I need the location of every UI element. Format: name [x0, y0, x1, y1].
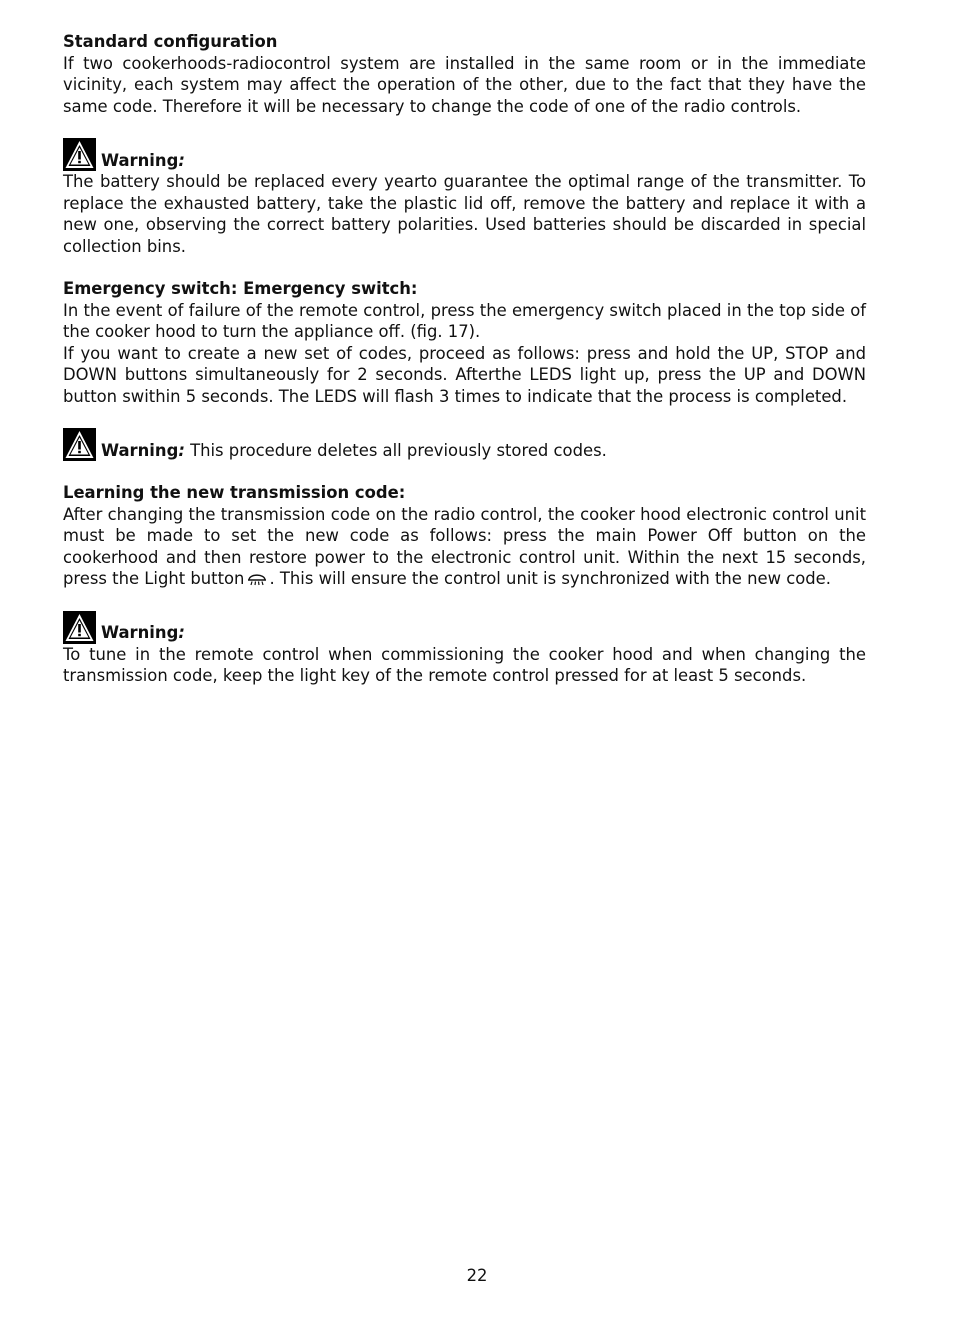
- warning-3-label: Warning: [101, 623, 179, 642]
- warning-triangle-icon: [63, 138, 96, 171]
- warning-2-label: Warning: [101, 440, 179, 460]
- warning-3-colon: :: [178, 623, 185, 642]
- warning-triangle-icon: [63, 428, 96, 461]
- warning-1-label: Warning: [101, 150, 179, 170]
- emergency-switch-text-2: If you want to create a new set of codes, proceed as follows: press and hold the UP, STOP and DOWN buttons simultaneously for 2 seconds. Afterthe LEDS light up, press the UP and DOWN button swithin 5 seconds. The LEDS will flash 3 times to indicate that the process is completed.: [63, 343, 866, 406]
- learning-code-text-after: . This will ensure the control unit is synchronized with the new code.: [269, 569, 831, 588]
- emergency-switch-text-1: In the event of failure of the remote control, press the emergency switch placed in the top side of the cooker hood to turn the appliance off. (fig. 17).: [63, 300, 866, 341]
- page-number: 22: [466, 1266, 488, 1285]
- warning-2-line: [63, 428, 866, 461]
- warning-2-colon: :: [178, 440, 185, 460]
- learning-code-text: [63, 504, 866, 590]
- light-icon: [246, 570, 268, 586]
- emergency-switch-heading: Emergency switch: Emergency switch:: [63, 279, 418, 298]
- learning-code-heading: Learning the new transmission code:: [63, 483, 406, 502]
- warning-3-text: To tune in the remote control when commissioning the cooker hood and when changing the transmission code, keep the light key of the remote control pressed for at least 5 seconds.: [63, 644, 866, 685]
- warning-2-text: This procedure deletes all previously stored codes.: [184, 440, 607, 460]
- learning-code-text-before: After changing the transmission code on the radio control, the cooker hood electronic control unit must be made to set the new code as follows: press the main Power Off button on the cookerhood and then restore power to the electronic control unit. Within the next 15 seconds, press the Light button: [63, 504, 866, 588]
- warning-1-colon: :: [178, 150, 185, 170]
- standard-configuration-heading: Standard configuration: [63, 32, 278, 51]
- standard-configuration-text: If two cookerhoods-radiocontrol system are installed in the same room or in the immediate vicinity, each system may affect the operation of the other, due to the fact that they have the same code. Therefore it will be necessary to change the code of one of the radio controls.: [63, 53, 866, 116]
- warning-1-title: [63, 138, 866, 171]
- manual-page: [63, 31, 866, 687]
- warning-triangle-icon: [63, 611, 96, 644]
- warning-3-title: [63, 611, 866, 644]
- warning-1-text: The battery should be replaced every yearto guarantee the optimal range of the transmitter. To replace the exhausted battery, take the plastic lid off, remove the battery and replace it with a new one, observing the correct battery polarities. Used batteries should be discarded in special collection bins.: [63, 172, 866, 256]
